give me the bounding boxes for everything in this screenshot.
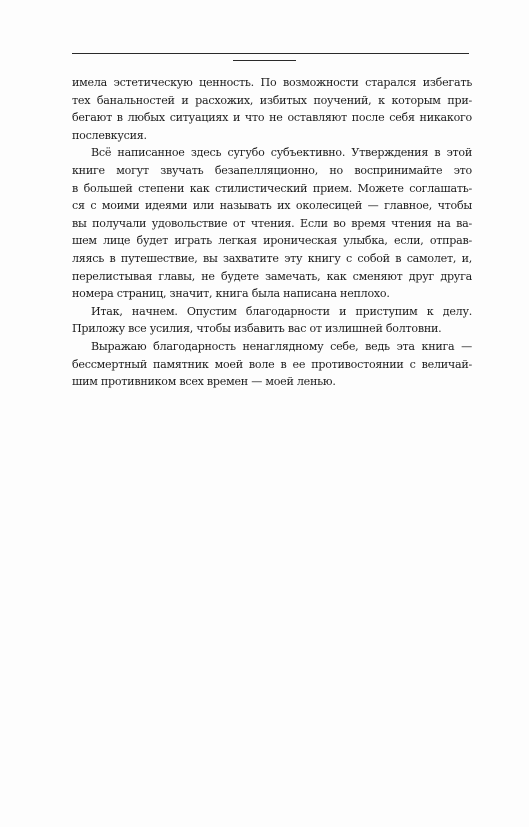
text-line: шим противником всех времен — моей ленью. bbox=[72, 375, 336, 389]
text-line: ляясь в путешествие, вы захватите эту книгу с собой в самолет, и, bbox=[72, 251, 472, 265]
text-line: книге могут звучать безапелляционно, но воспринимайте это bbox=[72, 163, 472, 177]
header-rule bbox=[72, 53, 469, 54]
header-short-rule bbox=[233, 60, 296, 61]
text-line: вы получали удовольствие от чтения. Если во время чтения на ва- bbox=[72, 216, 472, 230]
body-text bbox=[72, 74, 472, 391]
paragraph-3 bbox=[72, 303, 472, 338]
text-line: ся с моими идеями или называть их околесицей — главное, чтобы bbox=[72, 199, 472, 213]
text-line: Всё написанное здесь сугубо субъективно. Утверждения в этой bbox=[91, 146, 472, 160]
text-line: Приложу все усилия, чтобы избавить вас от излишней болтовни. bbox=[72, 322, 442, 336]
text-line: номера страниц, значит, книга была написана неплохо. bbox=[72, 287, 390, 301]
paragraph-2 bbox=[72, 144, 472, 302]
paragraph-4 bbox=[72, 338, 472, 391]
text-line: в большей степени как стилистический прием. Можете соглашать- bbox=[72, 181, 472, 195]
text-line: Итак, начнем. Опустим благодарности и приступим к делу. bbox=[91, 304, 472, 318]
text-line: перелистывая главы, не будете замечать, как сменяют друг друга bbox=[72, 269, 472, 283]
text-line: тех банальностей и расхожих, избитых поучений, к которым при- bbox=[72, 93, 472, 107]
text-line: бегают в любых ситуациях и что не оставляют после себя никакого bbox=[72, 111, 472, 125]
text-line: бессмертный памятник моей воле в ее противостоянии с величай- bbox=[72, 357, 472, 371]
text-line: послевкусия. bbox=[72, 128, 147, 142]
text-line: Выражаю благодарность ненаглядному себе, ведь эта книга — bbox=[91, 339, 472, 353]
text-line: имела эстетическую ценность. По возможности старался избегать bbox=[72, 76, 472, 89]
paragraph-1 bbox=[72, 74, 472, 144]
text-line: шем лице будет играть легкая ироническая улыбка, если, отправ- bbox=[72, 234, 472, 248]
